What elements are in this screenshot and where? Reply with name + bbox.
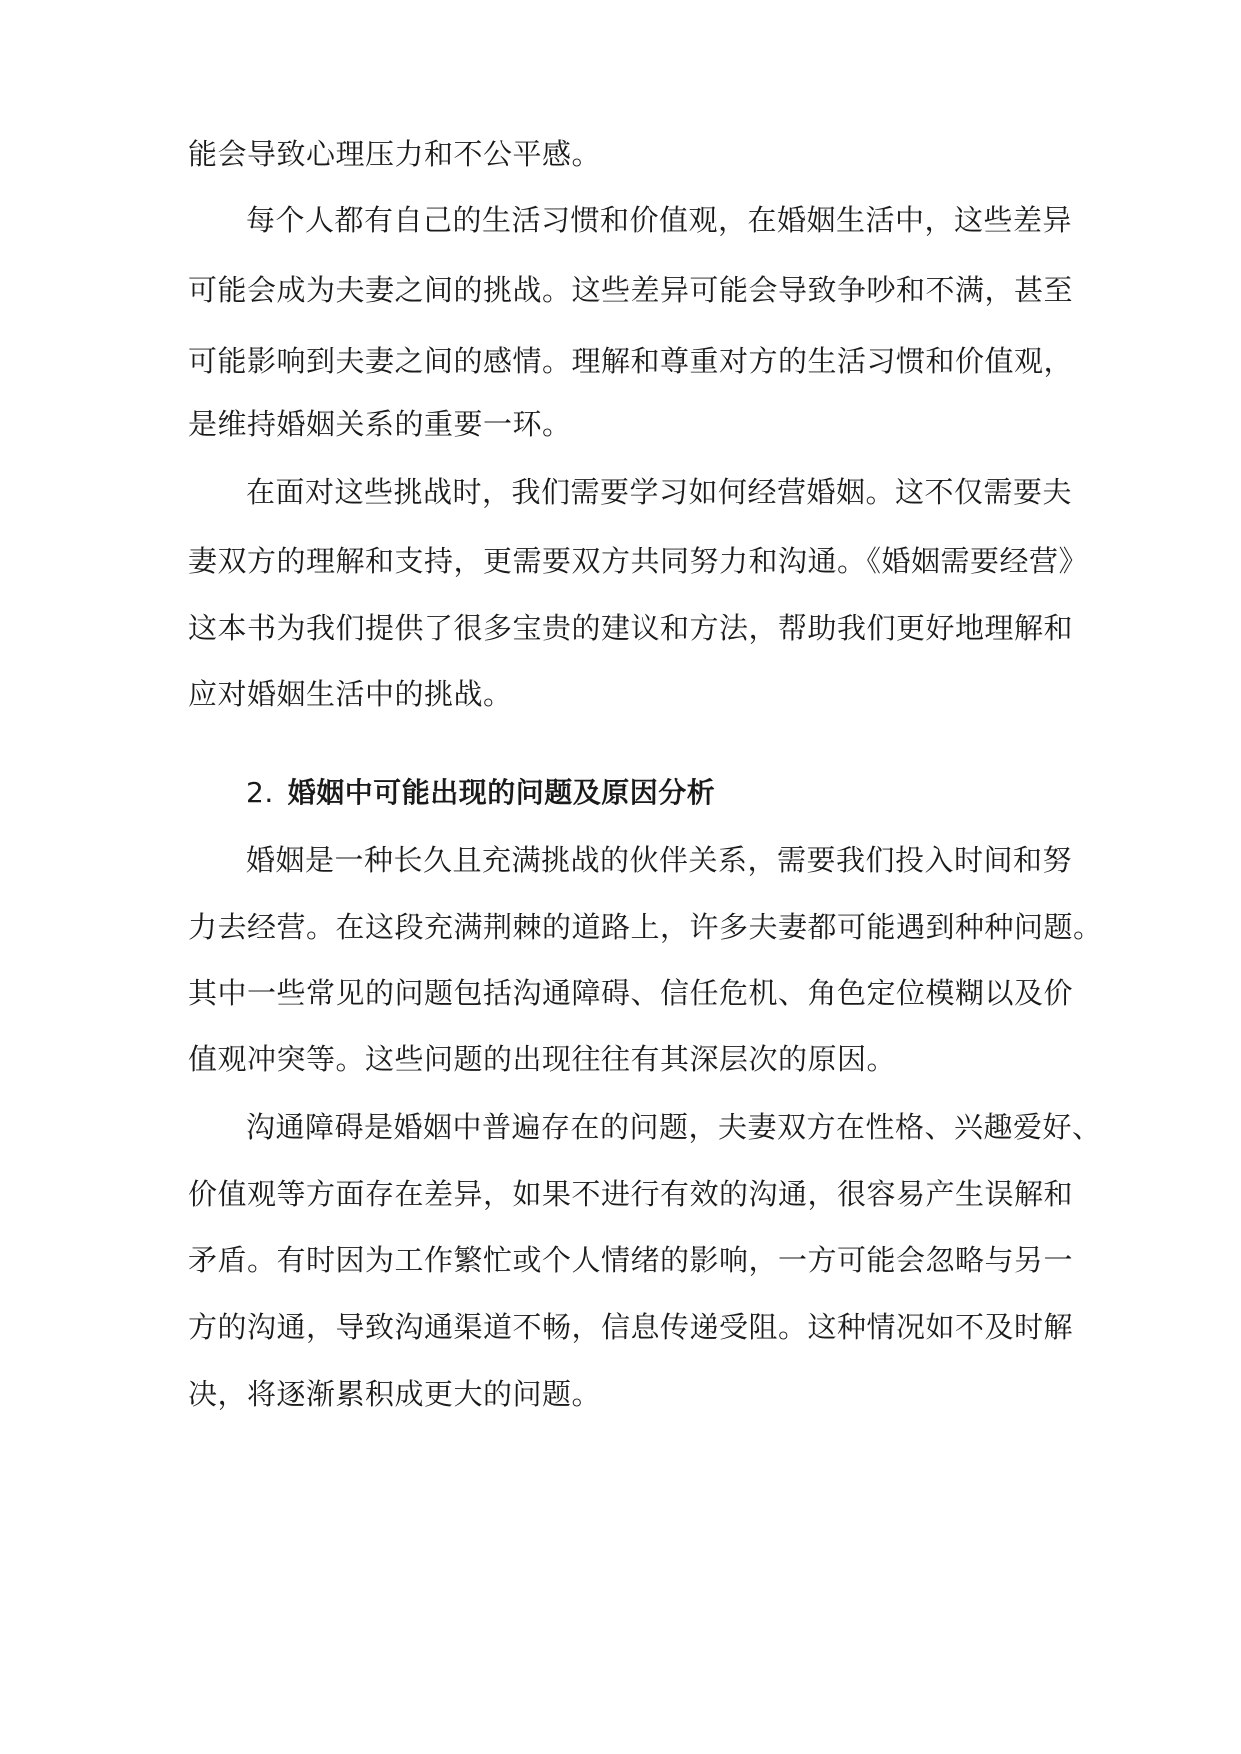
paragraph-line: 价值观等方面存在差异，如果不进行有效的沟通，很容易产生误解和 — [188, 1177, 1074, 1211]
paragraph-line: 在面对这些挑战时，我们需要学习如何经营婚姻。这不仅需要夫 — [246, 475, 1073, 509]
paragraph-line: 这本书为我们提供了很多宝贵的建议和方法，帮助我们更好地理解和 — [188, 611, 1074, 645]
paragraph-line: 婚姻是一种长久且充满挑战的伙伴关系，需要我们投入时间和努 — [246, 843, 1073, 877]
paragraph-line: 可能会成为夫妻之间的挑战。这些差异可能会导致争吵和不满，甚至 — [188, 273, 1074, 307]
paragraph-line: 值观冲突等。这些问题的出现往往有其深层次的原因。 — [188, 1042, 897, 1076]
paragraph-line: 决，将逐渐累积成更大的问题。 — [188, 1377, 602, 1411]
paragraph-line: 妻双方的理解和支持，更需要双方共同努力和沟通。《婚姻需要经营》 — [188, 544, 1089, 578]
paragraph-line: 矛盾。有时因为工作繁忙或个人情绪的影响，一方可能会忽略与另一 — [188, 1243, 1074, 1277]
paragraph-line: 是维持婚姻关系的重要一环。 — [188, 407, 572, 441]
paragraph-line: 其中一些常见的问题包括沟通障碍、信任危机、角色定位模糊以及价 — [188, 976, 1074, 1010]
section-heading — [246, 773, 1116, 813]
paragraph-line: 方的沟通，导致沟通渠道不畅，信息传递受阻。这种情况如不及时解 — [188, 1310, 1074, 1344]
paragraph-line: 应对婚姻生活中的挑战。 — [188, 677, 513, 711]
paragraph-line: 每个人都有自己的生活习惯和价值观，在婚姻生活中，这些差异 — [246, 203, 1073, 237]
section-number: 2. — [246, 776, 274, 809]
paragraph-line: 沟通障碍是婚姻中普遍存在的问题，夫妻双方在性格、兴趣爱好、 — [246, 1110, 1102, 1144]
paragraph-line: 力去经营。在这段充满荆棘的道路上，许多夫妻都可能遇到种种问题。 — [188, 910, 1103, 944]
paragraph-line: 能会导致心理压力和不公平感。 — [188, 137, 602, 171]
section-title: 婚姻中可能出现的问题及原因分析 — [287, 776, 716, 809]
paragraph-line: 可能影响到夫妻之间的感情。理解和尊重对方的生活习惯和价值观， — [188, 344, 1074, 378]
